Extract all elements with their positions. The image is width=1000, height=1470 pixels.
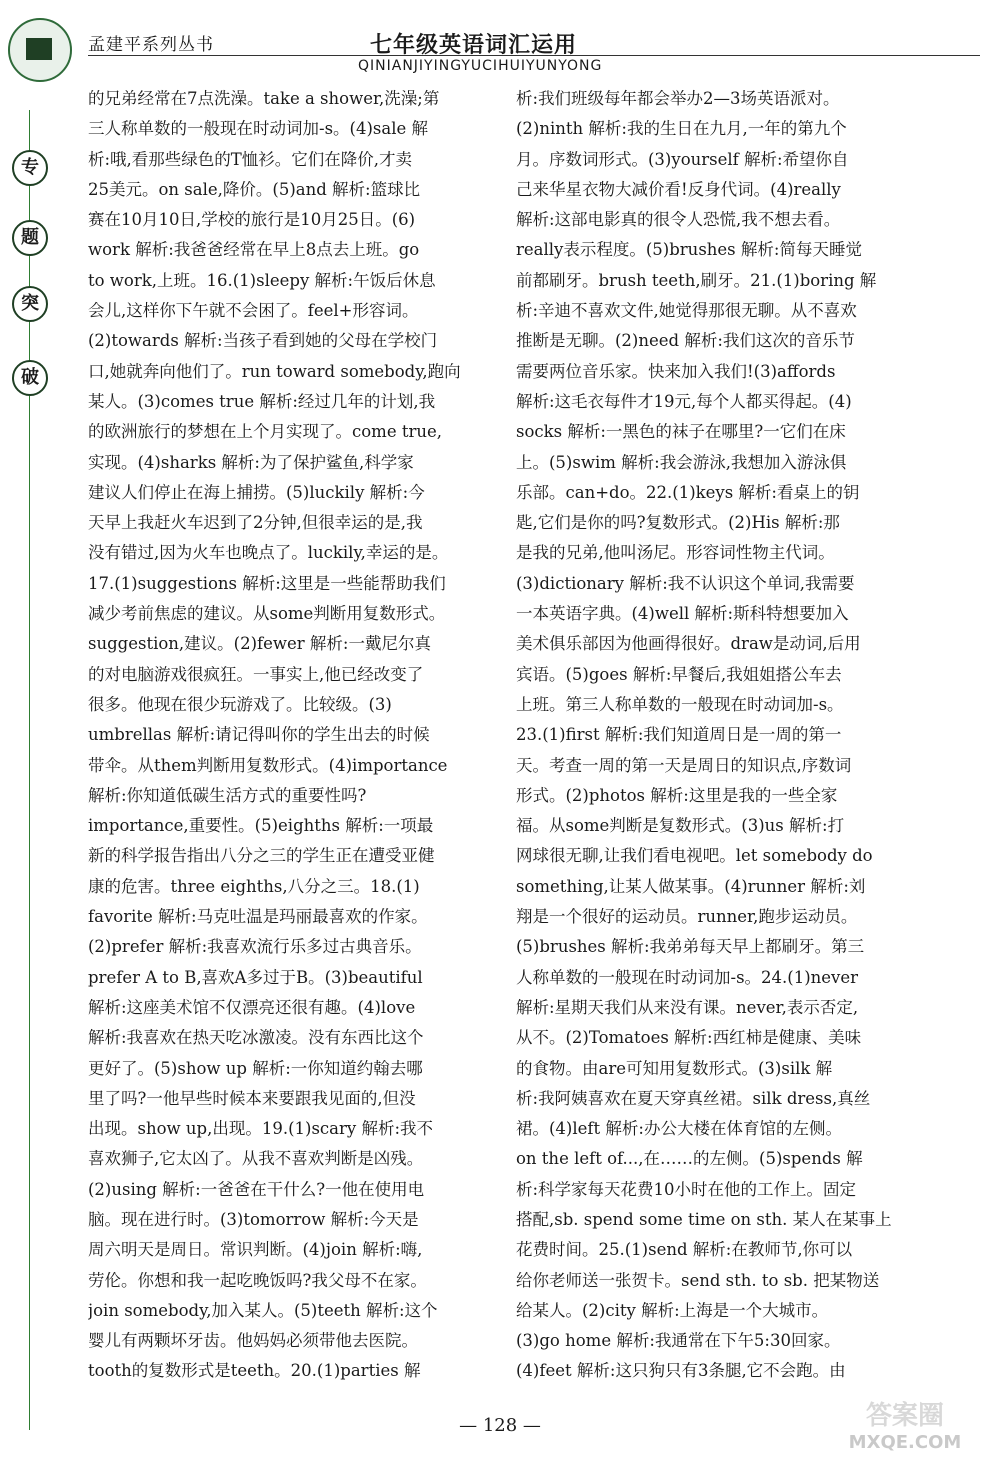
text-line: 的兄弟经常在7点洗澡。take a shower,洗澡;第 [88,89,440,108]
watermark-url: MXQE.COM [848,1432,962,1453]
text-line: 给你老师送一张贺卡。send sth. to sb. 把某物送 [516,1270,880,1290]
text-line: 推断是无聊。(2)need 解析:我们这次的音乐节 [516,331,855,351]
text-line: 康的危害。three eighths,八分之三。18.(1) [88,876,420,896]
text-line: 宾语。(5)goes 解析:早餐后,我姐姐搭公车去 [516,664,842,684]
text-line: 解析:你知道低碳生活方式的重要性吗? [88,785,367,805]
text-line: 很多。他现在很少玩游戏了。比较级。(3) [88,694,392,714]
text-line: 口,她就奔向他们了。run toward somebody,跑向 [88,361,461,381]
text-line: 没有错过,因为火车也晚点了。luckily,幸运的是。 [88,543,449,563]
text-line: 脑。现在进行时。(3)tomorrow 解析:今天是 [88,1209,419,1229]
text-line: something,让某人做某事。(4)runner 解析:刘 [516,876,866,896]
text-line: 月。序数词形式。(3)yourself 解析:希望你自 [516,149,849,169]
text-line: (2)prefer 解析:我喜欢流行乐多过古典音乐。 [88,937,422,957]
text-line: 周六明天是周日。常识判断。(4)join 解析:嗨, [88,1240,423,1260]
text-line: 福。从some判断是复数形式。(3)us 解析:打 [516,816,845,836]
text-line: importance,重要性。(5)eighths 解析:一项最 [88,816,434,836]
text-line: suggestion,建议。(2)fewer 解析:一戴尼尔真 [88,634,431,654]
text-line: 解析:这座美术馆不仅漂亮还很有趣。(4)love [88,997,416,1017]
sidebar-tag: 突 [12,286,48,322]
section-sidebar [8,110,53,1470]
text-line: (4)feet 解析:这只狗只有3条腿,它不会跑。由 [516,1361,846,1381]
sidebar-tag: 专 [12,150,48,186]
text-line: 解析:星期天我们从来没有课。never,表示否定, [516,997,859,1017]
text-line: to work,上班。16.(1)sleepy 解析:午饭后休息 [88,270,436,290]
text-line: 需要两位音乐家。快来加入我们!(3)affords [516,361,836,381]
left-text-column [88,84,488,1387]
text-line: 匙,它们是你的吗?复数形式。(2)His 解析:那 [516,513,840,533]
text-line: 新的科学报告指出八分之三的学生正在遭受亚健 [88,846,435,866]
text-line: 出现。show up,出现。19.(1)scary 解析:我不 [88,1119,434,1139]
text-line: 17.(1)suggestions 解析:这里是一些能帮助我们 [88,573,446,593]
text-line: 网球很无聊,让我们看电视吧。let somebody do [516,846,873,866]
text-line: 解析:我喜欢在热天吃冰激凌。没有东西比这个 [88,1028,424,1048]
text-line: 翔是一个很好的运动员。runner,跑步运动员。 [516,907,858,927]
publisher-logo-icon [8,18,72,82]
text-line: 人称单数的一般现在时动词加-s。24.(1)never [516,967,859,987]
watermark [820,1395,990,1453]
text-line: 一本英语字典。(4)well 解析:斯科特想要加入 [516,604,849,624]
text-line: really表示程度。(5)brushes 解析:简每天睡觉 [516,240,862,260]
book-title: 七年级英语词汇运用 [370,32,578,58]
page-header [0,0,1000,80]
text-line: 喜欢狮子,它太凶了。从我不喜欢判断是凶残。 [88,1149,424,1169]
page-number: — 128 — [459,1415,541,1436]
text-line: 23.(1)first 解析:我们知道周日是一周的第一 [516,725,842,745]
text-line: 前都刷牙。brush teeth,刷牙。21.(1)boring 解 [516,270,877,290]
text-line: 花费时间。25.(1)send 解析:在教师节,你可以 [516,1240,853,1260]
text-line: 的欧洲旅行的梦想在上个月实现了。come true, [88,422,442,442]
text-line: 析:辛迪不喜欢文件,她觉得那很无聊。从不喜欢 [516,301,857,321]
text-line: tooth的复数形式是teeth。20.(1)parties 解 [88,1361,421,1381]
text-line: 更好了。(5)show up 解析:一你知道约翰去哪 [88,1058,423,1078]
text-line: work 解析:我爸爸经常在早上8点去上班。go [88,240,420,260]
text-line: 析:我们班级每年都会举办2—3场英语派对。 [516,89,840,108]
text-line: on the left of...,在……的左侧。(5)spends 解 [516,1149,863,1169]
text-line: 减少考前焦虑的建议。从some判断用复数形式。 [88,604,446,624]
right-text-column [516,84,916,1387]
text-line: 解析:这毛衣每件才19元,每个人都买得起。(4) [516,391,852,411]
text-line: 搭配,sb. spend some time on sth. 某人在某事上 [516,1209,892,1229]
text-line: 裙。(4)left 解析:办公大楼在体育馆的左侧。 [516,1119,842,1139]
text-line: 25美元。on sale,降价。(5)and 解析:篮球比 [88,179,421,199]
text-line: (2)towards 解析:当孩子看到她的父母在学校门 [88,331,438,351]
text-line: (2)using 解析:一爸爸在干什么?一他在使用电 [88,1179,425,1199]
text-line: 赛在10月10日,学校的旅行是10月25日。(6) [88,210,416,230]
text-line: 劳伦。你想和我一起吃晚饭吗?我父母不在家。 [88,1270,427,1290]
text-line: 是我的兄弟,他叫汤尼。形容词性物主代词。 [516,543,835,563]
text-line: 己来华星衣物大减价看!反身代词。(4)really [516,179,841,199]
text-line: 从不。(2)Tomatoes 解析:西红柿是健康、美味 [516,1028,862,1048]
text-line: 美术俱乐部因为他画得很好。draw是动词,后用 [516,634,861,654]
text-line: favorite 解析:马克吐温是玛丽最喜欢的作家。 [88,907,428,927]
text-line: 带伞。从them判断用复数形式。(4)importance [88,755,448,775]
text-line: 三人称单数的一般现在时动词加-s。(4)sale 解 [88,119,429,139]
sidebar-tag: 破 [12,360,48,396]
text-line: 上。(5)swim 解析:我会游泳,我想加入游泳俱 [516,452,847,472]
watermark-title: 答案圈 [865,1401,944,1431]
text-line: 会儿,这样你下午就不会困了。feel+形容词。 [88,301,419,321]
text-line: (2)ninth 解析:我的生日在九月,一年的第九个 [516,119,847,139]
text-line: prefer A to B,喜欢A多过于B。(3)beautiful [88,967,423,987]
text-line: 析:哦,看那些绿色的T恤衫。它们在降价,才卖 [88,149,413,169]
text-line: 析:我阿姨喜欢在夏天穿真丝裙。silk dress,真丝 [516,1088,871,1108]
text-line: 给某人。(2)city 解析:上海是一个大城市。 [516,1300,829,1320]
text-line: 里了吗?一他早些时候本来要跟我见面的,但没 [88,1088,416,1108]
text-line: (5)brushes 解析:我弟弟每天早上都刷牙。第三 [516,937,865,957]
text-line: 形式。(2)photos 解析:这里是我的一些全家 [516,785,838,805]
text-line: 解析:这部电影真的很令人恐慌,我不想去看。 [516,210,841,230]
text-line: 天早上我赶火车迟到了2分钟,但很幸运的是,我 [88,513,423,533]
text-line: socks 解析:一黑色的袜子在哪里?一它们在床 [516,422,846,442]
text-line: 乐部。can+do。22.(1)keys 解析:看桌上的钥 [516,482,860,502]
text-line: umbrellas 解析:请记得叫你的学生出去的时候 [88,725,430,745]
text-line: 的食物。由are可知用复数形式。(3)silk 解 [516,1058,833,1078]
text-line: 实现。(4)sharks 解析:为了保护鲨鱼,科学家 [88,452,414,472]
text-line: join somebody,加入某人。(5)teeth 解析:这个 [88,1300,438,1320]
text-line: 某人。(3)comes true 解析:经过几年的计划,我 [88,391,436,411]
series-name: 孟建平系列丛书 [88,35,214,55]
text-line: 建议人们停止在海上捕捞。(5)luckily 解析:今 [88,482,425,502]
text-line: (3)go home 解析:我通常在下午5:30回家。 [516,1331,841,1351]
text-line: 的对电脑游戏很疯狂。一事实上,他已经改变了 [88,664,424,684]
text-line: (3)dictionary 解析:我不认识这个单词,我需要 [516,573,855,593]
text-line: 析:科学家每天花费10小时在他的工作上。固定 [516,1179,857,1199]
text-line: 上班。第三人称单数的一般现在时动词加-s。 [516,694,844,714]
book-title-pinyin: QINIANJIYINGYUCIHUIYUNYONG [358,58,603,74]
text-line: 天。考查一周的第一天是周日的知识点,序数词 [516,755,852,775]
text-line: 婴儿有两颗坏牙齿。他妈妈必须带他去医院。 [88,1331,418,1351]
sidebar-tag: 题 [12,220,48,256]
